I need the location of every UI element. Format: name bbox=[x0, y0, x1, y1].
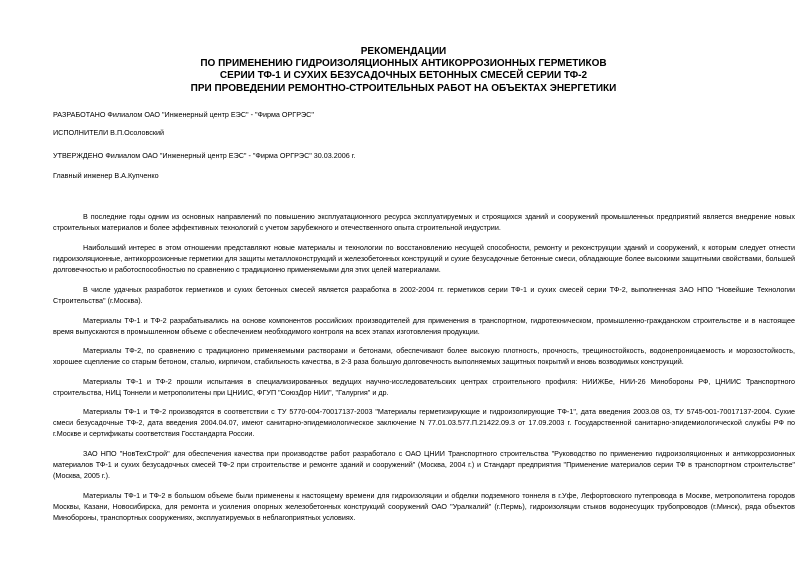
title-line-4: ПРИ ПРОВЕДЕНИИ РЕМОНТНО-СТРОИТЕЛЬНЫХ РАБОТ НА ОБЪЕКТАХ ЭНЕРГЕТИКИ bbox=[190, 82, 617, 94]
title-line-2: ПО ПРИМЕНЕНИЮ ГИДРОИЗОЛЯЦИОННЫХ АНТИКОРРОЗИОННЫХ ГЕРМЕТИКОВ bbox=[200, 58, 607, 70]
paragraph-5: Материалы ТФ-2, по сравнению с традиционно применяемыми растворами и бетонами, обеспечивают более высокую плотность, прочность, трещиностойкость, водонепроницаемость и морозостойкость, хорошее сцепление со старым бетоном, сталью, кирпичом, стабильность качества, в 2-3 раза большую долговечность выполняемых защитных покрытий и вновь возводимых конструкций. bbox=[53, 346, 795, 366]
paragraph-8: ЗАО НПО "НовТехСтрой" для обеспечения качества при производстве работ разработало с ОАО ЦНИИ Транспортного строительства "Руководство по применению гидроизоляционных и антикоррозионных материалов ТФ-1 и сухих безусадочных смесей ТФ-2 при строительстве и ремонте зданий и сооружений" (Москва, 2004 г.) и Стандарт предприятия "Применение материалов серии ТФ в транспортном строительстве" (Москва, 2005 г.). bbox=[53, 449, 795, 480]
document-title bbox=[0, 46, 807, 95]
chief-engineer: Главный инженер В.А.Купченко bbox=[53, 171, 159, 180]
paragraph-6: Материалы ТФ-1 и ТФ-2 прошли испытания в специализированных ведущих научно-исследовательских центрах строительного профиля: НИИЖБе, НИИ-26 Минобороны РФ, ЦНИИС Транспортного строительства, НИЦ Тоннели и метрополитены при ЦНИИС, ФГУП "СоюзДор НИИ", "Галургия" и др. bbox=[53, 377, 795, 397]
paragraph-4: Материалы ТФ-1 и ТФ-2 разрабатывались на основе компонентов российских производителей для применения в транспортном, гидротехническом, промышленно-гражданском строительстве и в настоящее время выпускаются в промышленном объеме с обеспечением необходимого контроля на всех этапах изготовления продукции. bbox=[53, 316, 795, 336]
title-line-1: РЕКОМЕНДАЦИИ bbox=[360, 46, 447, 57]
paragraph-1: В последние годы одним из основных направлений по повышению эксплуатационного ресурса эксплуатируемых и строящихся зданий и сооружений промышленных предприятий является внедрение новых строительных материалов и более эффективных технологий с учетом зарубежного и отечественного опыта строительной индустрии. bbox=[53, 212, 795, 232]
approved-by: УТВЕРЖДЕНО Филиалом ОАО "Инженерный центр ЕЭС" - "Фирма ОРГРЭС" 30.03.2006 г. bbox=[53, 151, 356, 160]
developed-by: РАЗРАБОТАНО Филиалом ОАО "Инженерный центр ЕЭС" - "Фирма ОРГРЭС" bbox=[53, 110, 314, 119]
paragraph-3: В числе удачных разработок герметиков и сухих бетонных смесей является разработка в 2002-2004 гг. герметиков серии ТФ-1 и сухих смесей серии ТФ-2, выполненная ЗАО НПО "Новейшие Технологии Строительства" (г.Москва). bbox=[53, 285, 795, 305]
paragraph-9: Материалы ТФ-1 и ТФ-2 в большом объеме были применены к настоящему времени для гидроизоляции и обделки подземного тоннеля в г.Уфе, Лефортовского путепровода в Москве, метрополитена городов Москвы, Казани, Новосибирска, для ремонта и усиления опорных железобетонных конструкций сооружений ОАО "Уралкалий" (г.Пермь), гидроизоляции стыков водонесущих трубопроводов (г.Минск), ряда объектов Минобороны, транспортных сооружениях, эксплуатируемых в неблагоприятных условиях. bbox=[53, 491, 795, 522]
title-line-3: СЕРИИ ТФ-1 И СУХИХ БЕЗУСАДОЧНЫХ БЕТОННЫХ СМЕСЕЙ СЕРИИ ТФ-2 bbox=[219, 70, 588, 82]
executors: ИСПОЛНИТЕЛИ В.П.Осоловский bbox=[53, 128, 165, 137]
paragraph-2: Наибольший интерес в этом отношении представляют новые материалы и технологии по восстановлению несущей способности, ремонту и реконструкции зданий и сооружений, к которым следует отнести гидроизоляционные, антикоррозионные герметики для защиты металлоконструкций и железобетонных конструкций и сухие безусадочные бетонные смеси, обладающие более высокими защитными свойствами, большей долговечностью и работоспособностью по сравнению с традиционно применяемыми для этих целей материалами. bbox=[53, 243, 795, 274]
paragraph-7: Материалы ТФ-1 и ТФ-2 производятся в соответствии с ТУ 5770-004-70017137-2003 "Материалы герметизирующие и гидроизолирующие ТФ-1", дата введения 2003.08 03, ТУ 5745-001-70017137-2004. Сухие смеси безусадочные ТФ-2, дата введения 2004.04.07, имеют санитарно-эпидемиологическое заключение N 77.01.03.577.П.21422.09.3 от 17.09.2003 г. Государственной санитарно-эпидемиологической службы РФ по г.Москве и сертификаты соответствия Госстандарта России. bbox=[53, 407, 795, 438]
